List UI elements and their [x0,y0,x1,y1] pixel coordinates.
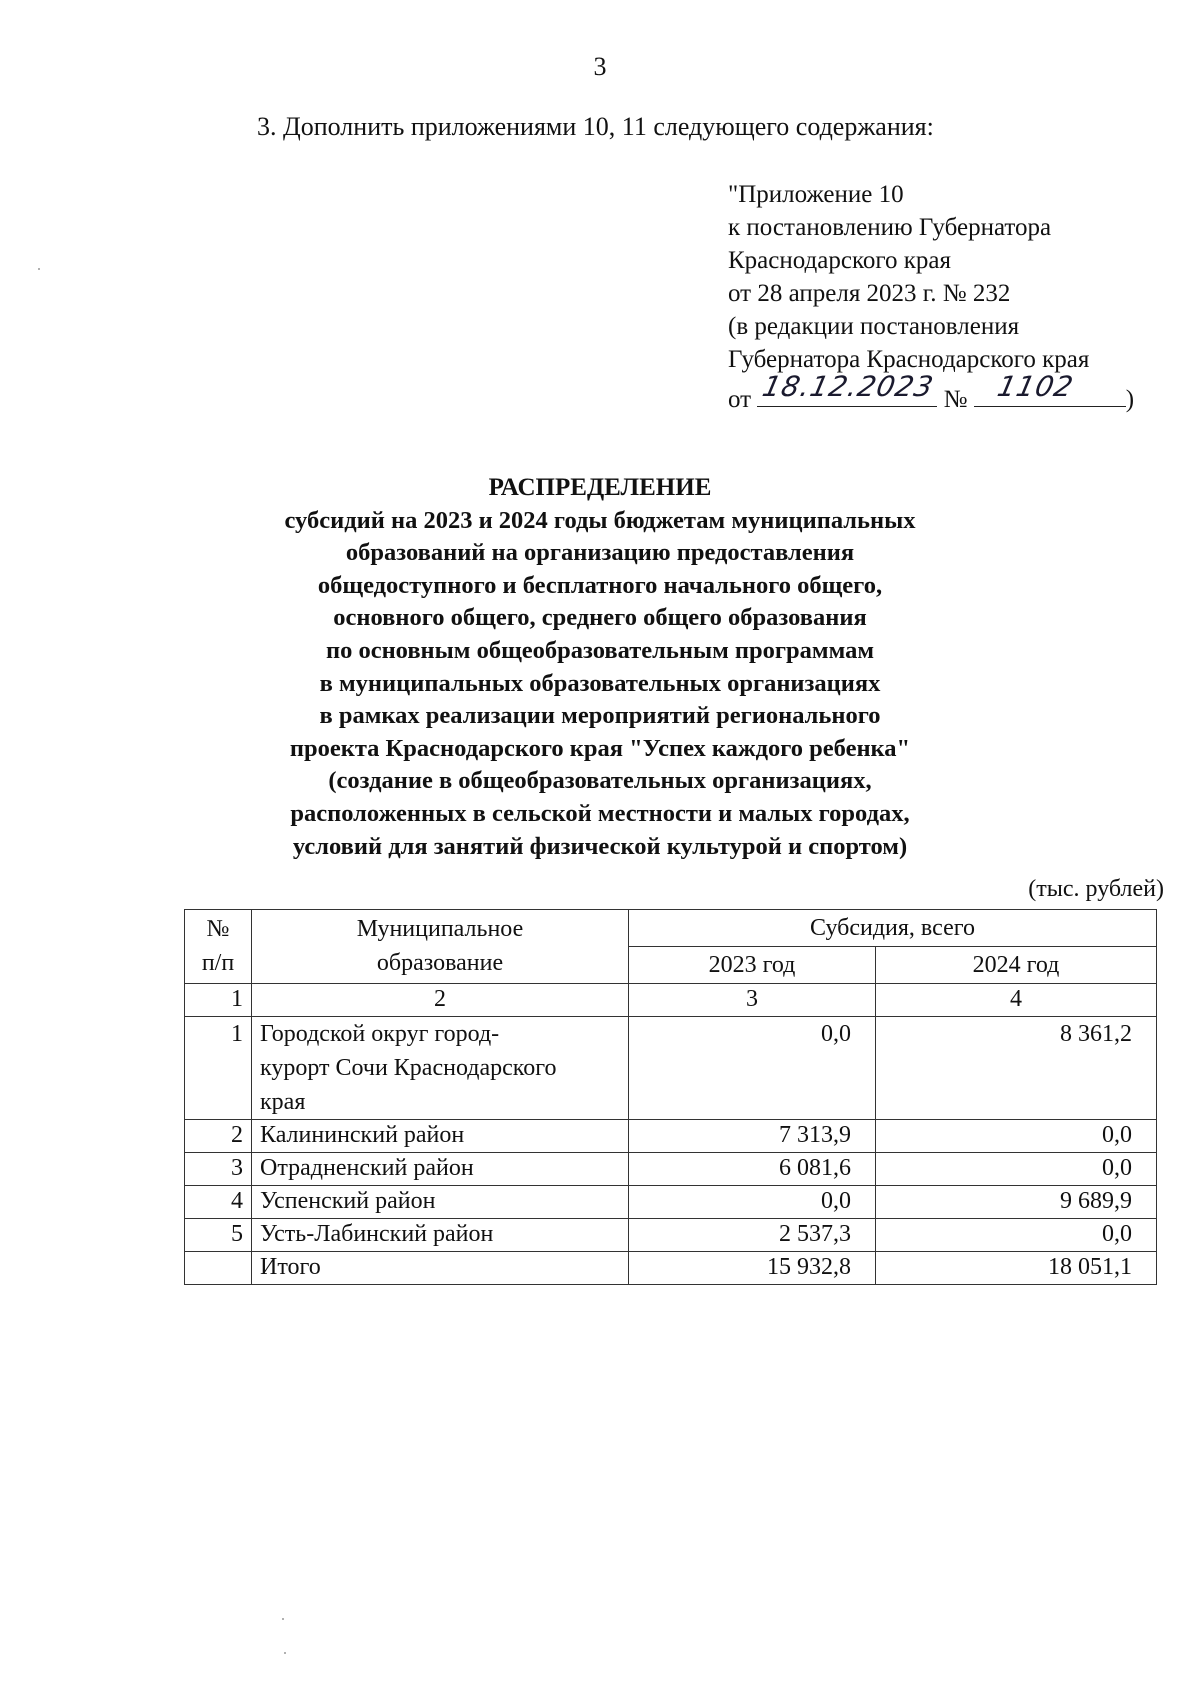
row-value-2024: 0,0 [876,1120,1157,1153]
title-heading: РАСПРЕДЕЛЕНИЕ [488,474,712,501]
title-line: по основным общеобразовательным программам [325,636,875,664]
col-number: 3 [629,984,876,1017]
row-value-2023: 2 537,3 [629,1219,876,1252]
row-entity: Усть-Лабинский район [252,1219,629,1252]
header-num-line1: № [206,916,230,942]
title-line: условий для занятий физической культурой и спортом) [292,832,908,860]
row-entity: Отрадненский район [252,1153,629,1186]
appendix-line-7 [728,370,1135,416]
total-value-2023: 15 932,8 [629,1252,876,1285]
intro-paragraph: 3. Дополнить приложениями 10, 11 следующего содержания: [257,112,934,141]
table-total-row [185,1252,1157,1285]
appendix-line-2: к постановлению Губернатора [728,214,1052,241]
header-year-2024: 2024 год [876,947,1157,984]
table-row [185,1017,1157,1120]
scan-speck [284,1652,286,1654]
units-label: (тыс. рублей) [1028,876,1164,902]
closing-paren: ) [1125,386,1135,413]
number-sign: № [943,386,968,413]
title-line: основного общего, среднего общего образования [333,604,867,632]
table-row [185,1219,1157,1252]
appendix-header [728,178,1134,416]
title-line: в муниципальных образовательных организациях [319,669,881,697]
column-number-row [185,984,1157,1017]
subsidy-table [184,909,1157,1285]
document-title [0,472,1200,863]
header-num [185,910,252,984]
row-value-2023: 0,0 [629,1017,876,1120]
row-entity: Калининский район [252,1120,629,1153]
scan-speck [38,268,40,270]
page-number: 3 [593,52,607,81]
handwritten-date-field [757,370,938,407]
total-number-empty [185,1252,252,1285]
row-entity-line: края [260,1089,306,1115]
table-row [185,1120,1157,1153]
header-entity-line1: Муниципальное [356,916,524,942]
handwritten-number: 1102 [994,370,1077,403]
table-row [185,1186,1157,1219]
row-value-2023: 6 081,6 [629,1153,876,1186]
row-value-2024: 9 689,9 [876,1186,1157,1219]
row-value-2024: 0,0 [876,1153,1157,1186]
table-header-row [185,910,1157,947]
col-number: 1 [185,984,252,1017]
table-row [185,1153,1157,1186]
row-value-2023: 0,0 [629,1186,876,1219]
col-number: 2 [252,984,629,1017]
row-number: 2 [185,1120,252,1153]
total-label: Итого [252,1252,629,1285]
row-entity: Успенский район [252,1186,629,1219]
header-entity-line2: образование [376,950,504,976]
header-year-2023: 2023 год [629,947,876,984]
total-value-2024: 18 051,1 [876,1252,1157,1285]
title-line: расположенных в сельской местности и малых городах, [290,799,910,827]
row-value-2023: 7 313,9 [629,1120,876,1153]
title-line: в рамках реализации мероприятий регионального [319,702,881,730]
row-value-2024: 0,0 [876,1219,1157,1252]
scan-speck [282,1618,284,1620]
row-number: 5 [185,1219,252,1252]
title-line: субсидий на 2023 и 2024 годы бюджетам муниципальных [284,506,916,534]
appendix-line-1: "Приложение 10 [728,181,904,208]
title-line: образований на организацию предоставления [345,539,855,567]
header-num-line2: п/п [201,950,235,976]
row-entity-line: курорт Сочи Краснодарского [260,1055,557,1081]
appendix-line-6: Губернатора Краснодарского края [728,346,1090,373]
header-entity [252,910,629,984]
row-entity-line: Городской округ город- [260,1021,500,1047]
date-prefix: от [728,386,752,413]
header-subsidy: Субсидия, всего [629,910,1157,947]
row-number: 3 [185,1153,252,1186]
handwritten-date: 18.12.2023 [759,370,938,403]
appendix-line-5: (в редакции постановления [728,313,1020,340]
title-line: общедоступного и бесплатного начального общего, [317,571,883,599]
row-value-2024: 8 361,2 [876,1017,1157,1120]
row-entity [252,1017,629,1120]
col-number: 4 [876,984,1157,1017]
handwritten-number-field [974,370,1126,407]
row-number: 4 [185,1186,252,1219]
title-line: проекта Краснодарского края "Успех каждого ребенка" [289,734,911,762]
title-line: (создание в общеобразовательных организациях, [328,767,872,795]
appendix-line-4: от 28 апреля 2023 г. № 232 [728,280,1011,307]
row-number: 1 [185,1017,252,1120]
appendix-line-3: Краснодарского края [728,247,951,274]
